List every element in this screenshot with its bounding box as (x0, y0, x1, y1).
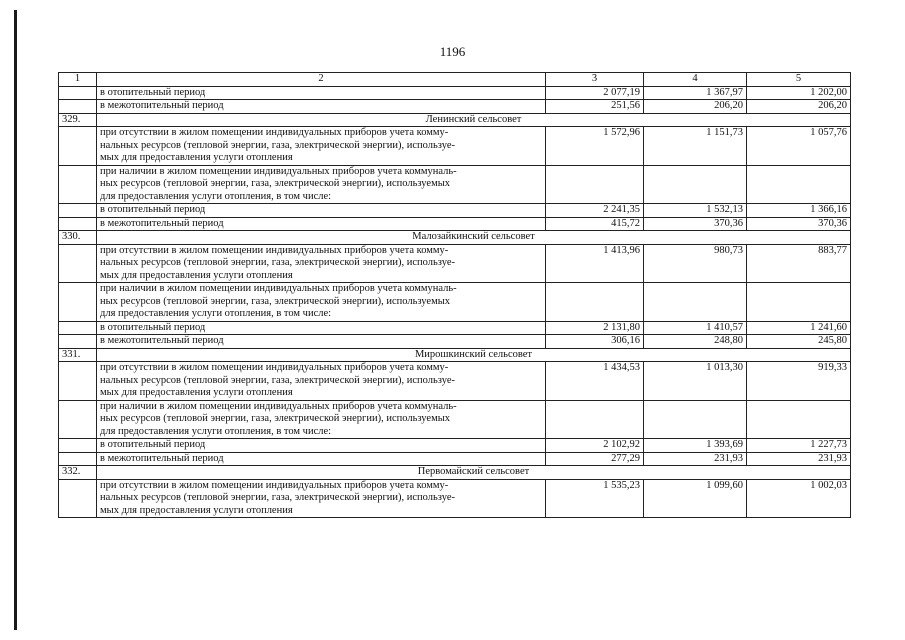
row-description: в отопительный период (97, 321, 546, 335)
value-col-3: 2 131,80 (546, 321, 644, 335)
table-header-row (59, 73, 851, 87)
value-col-4: 206,20 (644, 100, 747, 114)
period-row (59, 100, 851, 114)
section-number: 332. (59, 466, 97, 480)
description-row (59, 127, 851, 166)
section-row (59, 113, 851, 127)
row-number-cell (59, 479, 97, 518)
value-col-5: 370,36 (747, 217, 851, 231)
value-col-5 (747, 400, 851, 439)
value-col-3: 277,29 (546, 452, 644, 466)
row-description (97, 362, 546, 401)
row-description: в межотопительный период (97, 100, 546, 114)
description-row (59, 362, 851, 401)
header-col-3: 3 (546, 73, 644, 87)
period-row (59, 439, 851, 453)
section-title: Ленинский сельсовет (97, 113, 851, 127)
description-line: нальных ресурсов (тепловой энергии, газа, электрической энергии), используе- (100, 139, 455, 151)
value-col-4: 1 393,69 (644, 439, 747, 453)
row-description (97, 479, 546, 518)
section-title: Малозайкинский сельсовет (97, 231, 851, 245)
row-number-cell (59, 335, 97, 349)
description-line: при отсутствии в жилом помещении индивидуальных приборов учета комму- (100, 127, 449, 138)
value-col-4: 1 099,60 (644, 479, 747, 518)
row-number-cell (59, 400, 97, 439)
description-line: для предоставления услуги отопления, в том числе: (100, 190, 332, 202)
description-row (59, 283, 851, 322)
value-col-3: 415,72 (546, 217, 644, 231)
value-col-3: 2 077,19 (546, 86, 644, 100)
value-col-5: 1 227,73 (747, 439, 851, 453)
value-col-4 (644, 400, 747, 439)
section-row (59, 348, 851, 362)
value-col-5: 919,33 (747, 362, 851, 401)
value-col-4: 980,73 (644, 244, 747, 283)
value-col-3: 306,16 (546, 335, 644, 349)
section-row (59, 466, 851, 480)
value-col-3 (546, 283, 644, 322)
description-line: для предоставления услуги отопления, в том числе: (100, 308, 332, 319)
value-col-5: 231,93 (747, 452, 851, 466)
row-description (97, 165, 546, 204)
period-row (59, 452, 851, 466)
period-row (59, 204, 851, 218)
row-number-cell (59, 439, 97, 453)
section-number: 330. (59, 231, 97, 245)
header-col-2: 2 (97, 73, 546, 87)
row-description (97, 127, 546, 166)
value-col-4: 1 410,57 (644, 321, 747, 335)
section-number: 331. (59, 348, 97, 362)
value-col-3: 251,56 (546, 100, 644, 114)
value-col-5: 1 002,03 (747, 479, 851, 518)
value-col-4 (644, 165, 747, 204)
table-body (59, 73, 851, 518)
description-line: ных ресурсов (тепловой энергии, газа, электрической энергии), используемых (100, 413, 451, 424)
row-description: в межотопительный период (97, 452, 546, 466)
header-col-5: 5 (747, 73, 851, 87)
value-col-3: 1 434,53 (546, 362, 644, 401)
row-description: в отопительный период (97, 439, 546, 453)
period-row (59, 335, 851, 349)
description-line: мых для предоставления услуги отопления (100, 152, 293, 163)
row-number-cell (59, 100, 97, 114)
description-line: ных ресурсов (тепловой энергии, газа, электрической энергии), используемых (100, 295, 451, 307)
description-line: мых для предоставления услуги отопления (100, 387, 293, 398)
section-title: Мирошкинский сельсовет (97, 348, 851, 362)
description-line: нальных ресурсов (тепловой энергии, газа, электрической энергии), используе- (100, 374, 455, 386)
row-description: в отопительный период (97, 204, 546, 218)
value-col-4 (644, 283, 747, 322)
description-line: при наличии в жилом помещении индивидуальных приборов учета коммуналь- (100, 400, 457, 412)
value-col-5: 1 241,60 (747, 321, 851, 335)
value-col-5: 245,80 (747, 335, 851, 349)
row-description (97, 244, 546, 283)
period-row (59, 217, 851, 231)
row-number-cell (59, 362, 97, 401)
row-number-cell (59, 244, 97, 283)
value-col-5: 206,20 (747, 100, 851, 114)
description-line: нальных ресурсов (тепловой энергии, газа, электрической энергии), используе- (100, 492, 455, 503)
header-col-1: 1 (59, 73, 97, 87)
value-col-5: 1 366,16 (747, 204, 851, 218)
row-number-cell (59, 165, 97, 204)
value-col-4: 231,93 (644, 452, 747, 466)
description-line: мых для предоставления услуги отопления (100, 269, 293, 281)
section-row (59, 231, 851, 245)
value-col-3: 1 572,96 (546, 127, 644, 166)
value-col-5: 883,77 (747, 244, 851, 283)
row-number-cell (59, 86, 97, 100)
row-number-cell (59, 204, 97, 218)
value-col-4: 1 532,13 (644, 204, 747, 218)
section-title: Первомайский сельсовет (97, 466, 851, 480)
description-line: при наличии в жилом помещении индивидуальных приборов учета коммуналь- (100, 283, 457, 294)
value-col-5 (747, 283, 851, 322)
value-col-3: 1 535,23 (546, 479, 644, 518)
section-number: 329. (59, 113, 97, 127)
value-col-5: 1 202,00 (747, 86, 851, 100)
row-description: в межотопительный период (97, 335, 546, 349)
row-number-cell (59, 283, 97, 322)
row-description: в отопительный период (97, 86, 546, 100)
value-col-4: 1 151,73 (644, 127, 747, 166)
description-line: нальных ресурсов (тепловой энергии, газа, электрической энергии), используе- (100, 257, 455, 268)
value-col-4: 1 367,97 (644, 86, 747, 100)
description-line: ных ресурсов (тепловой энергии, газа, электрической энергии), используемых (100, 178, 451, 189)
description-row (59, 165, 851, 204)
value-col-3: 1 413,96 (546, 244, 644, 283)
value-col-4: 370,36 (644, 217, 747, 231)
description-line: мых для предоставления услуги отопления (100, 504, 293, 516)
value-col-3: 2 241,35 (546, 204, 644, 218)
period-row (59, 321, 851, 335)
page-number: 1196 (439, 44, 466, 59)
row-number-cell (59, 452, 97, 466)
row-description (97, 283, 546, 322)
description-row (59, 400, 851, 439)
value-col-4: 1 013,30 (644, 362, 747, 401)
description-row (59, 244, 851, 283)
description-line: для предоставления услуги отопления, в том числе: (100, 425, 332, 437)
value-col-3: 2 102,92 (546, 439, 644, 453)
value-col-5 (747, 165, 851, 204)
description-line: при отсутствии в жилом помещении индивидуальных приборов учета комму- (100, 244, 449, 256)
row-number-cell (59, 127, 97, 166)
period-row (59, 86, 851, 100)
value-col-3 (546, 165, 644, 204)
value-col-4: 248,80 (644, 335, 747, 349)
description-line: при отсутствии в жилом помещении индивидуальных приборов учета комму- (100, 362, 449, 373)
description-line: при отсутствии в жилом помещении индивидуальных приборов учета комму- (100, 479, 449, 491)
row-description: в межотопительный период (97, 217, 546, 231)
description-line: при наличии в жилом помещении индивидуальных приборов учета коммуналь- (100, 165, 457, 177)
header-col-4: 4 (644, 73, 747, 87)
description-row (59, 479, 851, 518)
row-description (97, 400, 546, 439)
value-col-3 (546, 400, 644, 439)
value-col-5: 1 057,76 (747, 127, 851, 166)
tariff-table (58, 72, 851, 518)
binding-edge-mark (14, 10, 17, 630)
row-number-cell (59, 217, 97, 231)
row-number-cell (59, 321, 97, 335)
